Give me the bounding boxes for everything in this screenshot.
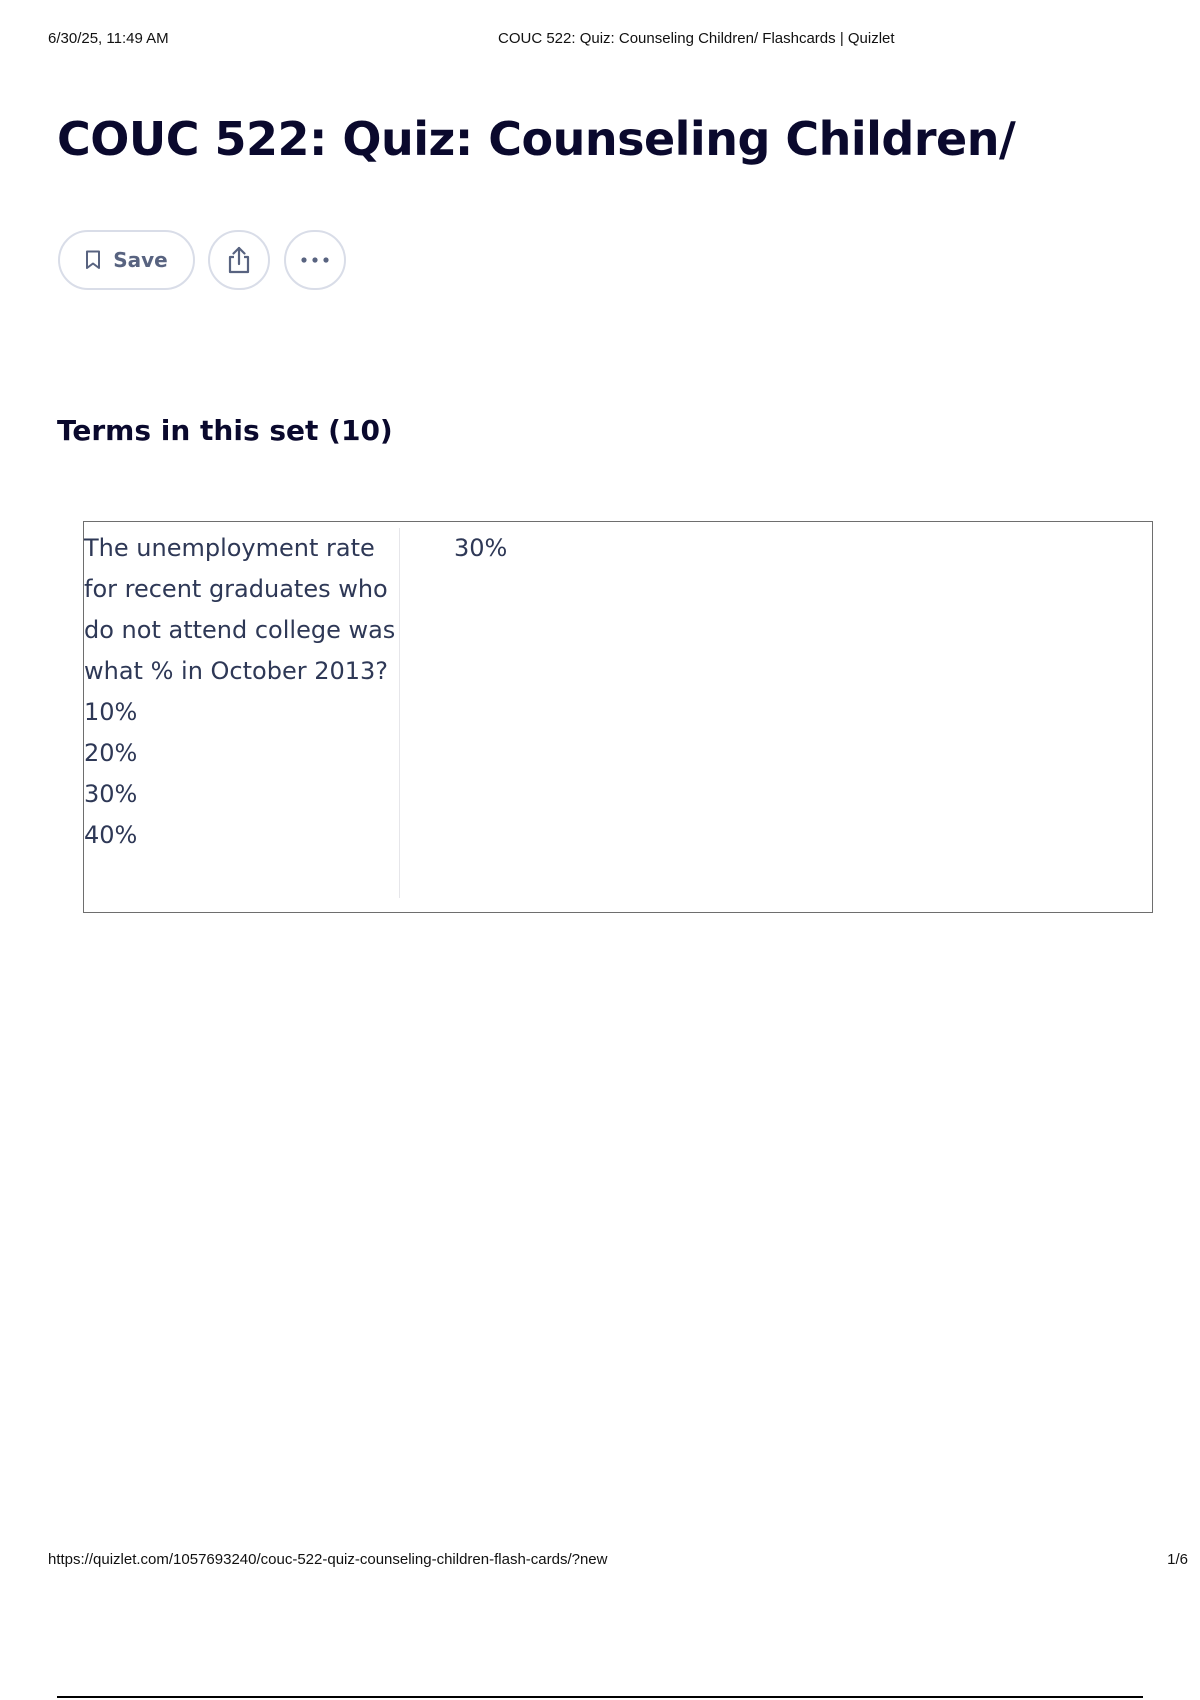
print-footer [48, 1551, 1188, 1571]
term-definition: 30% [454, 534, 508, 562]
page-divider [57, 1696, 1143, 1698]
more-options-icon [299, 256, 331, 264]
definition-side [454, 528, 507, 569]
save-button[interactable] [58, 230, 195, 290]
term-option: 40% [84, 821, 138, 849]
term-option: 10% [84, 698, 138, 726]
bookmark-icon [85, 250, 101, 270]
print-url: https://quizlet.com/1057693240/couc-522-quiz-counseling-children-flash-cards/?new [48, 1551, 608, 1568]
term-question: The unemployment rate for recent graduates who do not attend college was what % in October 2013? [84, 534, 396, 685]
term-option: 20% [84, 739, 138, 767]
more-options-button[interactable] [284, 230, 346, 290]
share-icon [226, 245, 252, 275]
share-button[interactable] [208, 230, 270, 290]
print-date: 6/30/25, 11:49 AM [48, 30, 169, 47]
page-number: 1/6 [1167, 1551, 1188, 1568]
term-side [84, 528, 400, 898]
page-title: COUC 522: Quiz: Counseling Children/ [57, 112, 1016, 166]
print-header [48, 30, 1152, 50]
save-button-label: Save [113, 248, 168, 272]
terms-section-heading: Terms in this set (10) [57, 414, 393, 447]
print-document-title: COUC 522: Quiz: Counseling Children/ Flashcards | Quizlet [498, 30, 895, 47]
term-card [83, 521, 1153, 913]
term-option: 30% [84, 780, 138, 808]
